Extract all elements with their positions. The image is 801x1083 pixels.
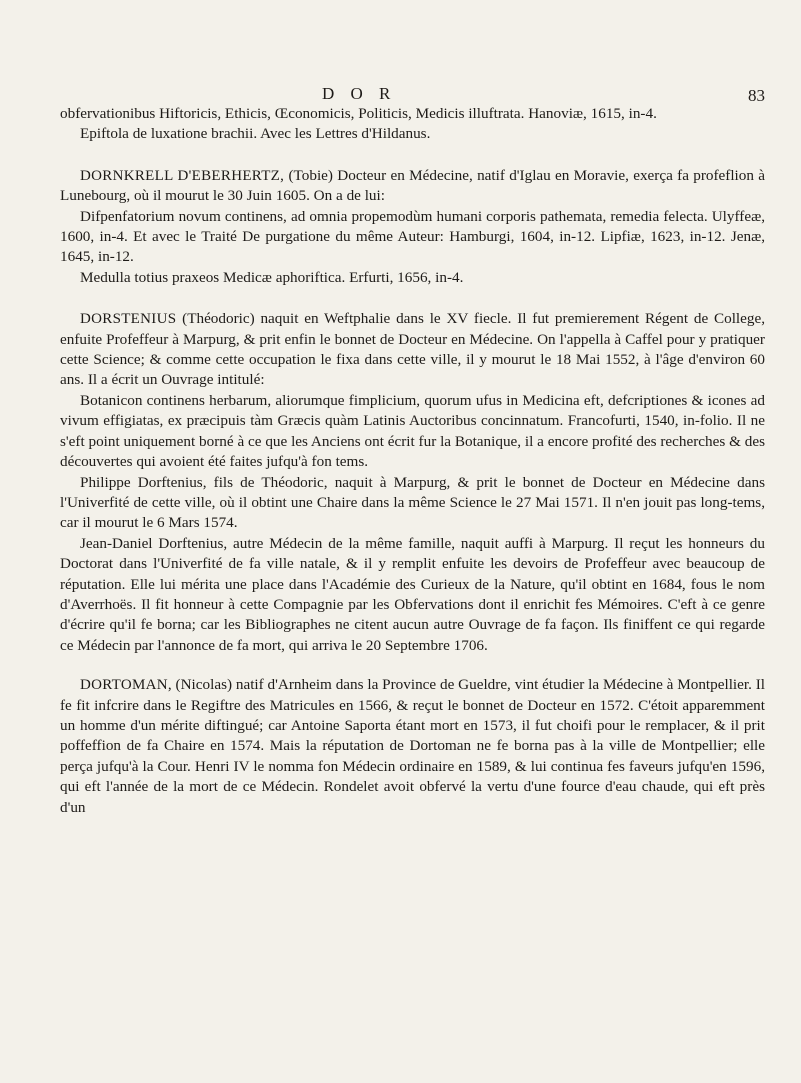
- entry-dortoman: [60, 675, 765, 818]
- paragraph: obfervationibus Hiftoricis, Ethicis, Œconomicis, Politicis, Medicis illuftrata. Hanoviæ, 1615, in-4.: [60, 105, 657, 122]
- paragraph: Epiftola de luxatione brachii. Avec les Lettres d'Hildanus.: [80, 125, 431, 143]
- paragraph: (Théodoric) naquit en Weftphalie dans le XV fiecle. Il fut premierement Régent de College, enfuite Profeffeur à Marpurg, & prit enfin le bonnet de Docteur en Médecine. On l'appella à Caffel pour y pratiquer cette Science; & comme cette occupation le fixa dans cette ville, il y mourut le 18 Mai 1552, à l'âge d'environ 60 ans. Il a écrit un Ouvrage intitulé:: [60, 310, 766, 389]
- entry-dornkrell: [60, 166, 765, 288]
- entry-headword: DORTOMAN: [80, 677, 168, 694]
- page-header: [60, 0, 765, 104]
- paragraph: , (Nicolas) natif d'Arnheim dans la Province de Gueldre, vint étudier la Médecine à Montpellier. Il fe fit infcrire dans le Regiftre des Matricules en 1566, & reçut le bonnet de Docteur en 1572. C'étoit apparemment un homme d'un mérite diftingué; car Antoine Saporta étant mort en 1573, il fut choifi pour le remplacer, & il prit poffeffion de fa Chaire en 1574. Mais la réputation de Dortoman ne fe borna pas à la ville de Montpellier; elle perça jufqu'à la Cour. Henri IV le nomma fon Médecin ordinaire en 1589, & lui continua fes faveurs jufqu'en 1596, qui eft l'année de la mort de ce Médecin. Rondelet avoit obfervé la vertu d'une fource d'eau chaude, qui eft près d'un: [60, 676, 765, 816]
- entry-continuation: [60, 104, 765, 145]
- paragraph: (Tobie) Docteur en Médecine, natif d'Iglau en Moravie, exerça fa profeflion à Lunebourg, où il mourut le 30 Juin 1605. On a de lui:: [60, 166, 766, 205]
- page-body: [60, 104, 765, 818]
- paragraph: Jean-Daniel Dorftenius, autre Médecin de la même famille, naquit auffi à Marpurg. Il reçut les honneurs du Doctorat dans l'Univerfité de fa ville natale, & il y remplit enfuite les devoirs de Profeffeur avec beaucoup de réputation. Elle lui mérita une place dans l'Académie des Curieux de la Nature, qu'il obtint en 1684, fous le nom d'Averrhoës. Il fit honneur à cette Compagnie par les Obfervations dont il enrichit fes Mémoires. C'eft à ce genre d'écrire qu'il fe borna; car les Bibliographes ne citent aucun autre Ouvrage de fa façon. Ils finiffent ce qui regarde ce Médecin par l'annonce de fa mort, qui arriva le 20 Septembre 1706.: [60, 534, 765, 654]
- paragraph: Medulla totius praxeos Medicæ aphoriftica. Erfurti, 1656, in-4.: [80, 268, 464, 286]
- paragraph: Philippe Dorftenius, fils de Théodoric, naquit à Marpurg, & prit le bonnet de Docteur en Médecine dans l'Univerfité de cette ville, où il obtint une Chaire dans la même Science le 27 Mai 1571. Il n'en jouit pas long-tems, car il mourut le 6 Mars 1574.: [60, 473, 765, 532]
- entry-dorstenius: [60, 309, 765, 656]
- paragraph: Botanicon continens herbarum, aliorumque fimplicium, quorum ufus in Medicina eft, defcriptiones & icones ad vivum effigiatas, ex præcipuis tàm Græcis quàm Latinis Auctoribus concinnatum. Francofurti, 1540, in-folio. Il ne s'eft point uniquement borné à ce que les Anciens ont écrit fur la Botanique, il a encore profité des recherches & des découvertes qui avoient été faites jufqu'à fon tems.: [60, 391, 765, 471]
- entry-headword: DORSTENIUS: [80, 311, 177, 328]
- paragraph: Difpenfatorium novum continens, ad omnia propemodùm humani corporis pathemata, remedia felecta. Ulyffeæ, 1600, in-4. Et avec le Traité De purgatione du même Auteur: Hamburgi, 1604, in-12. Lipfiæ, 1623, in-12. Jenæ, 1645, in-12.: [60, 207, 765, 266]
- page-number: 83: [748, 86, 765, 105]
- entry-headword: DORNKRELL D'EBERHERTZ,: [80, 167, 285, 184]
- running-head: D O R: [322, 84, 397, 103]
